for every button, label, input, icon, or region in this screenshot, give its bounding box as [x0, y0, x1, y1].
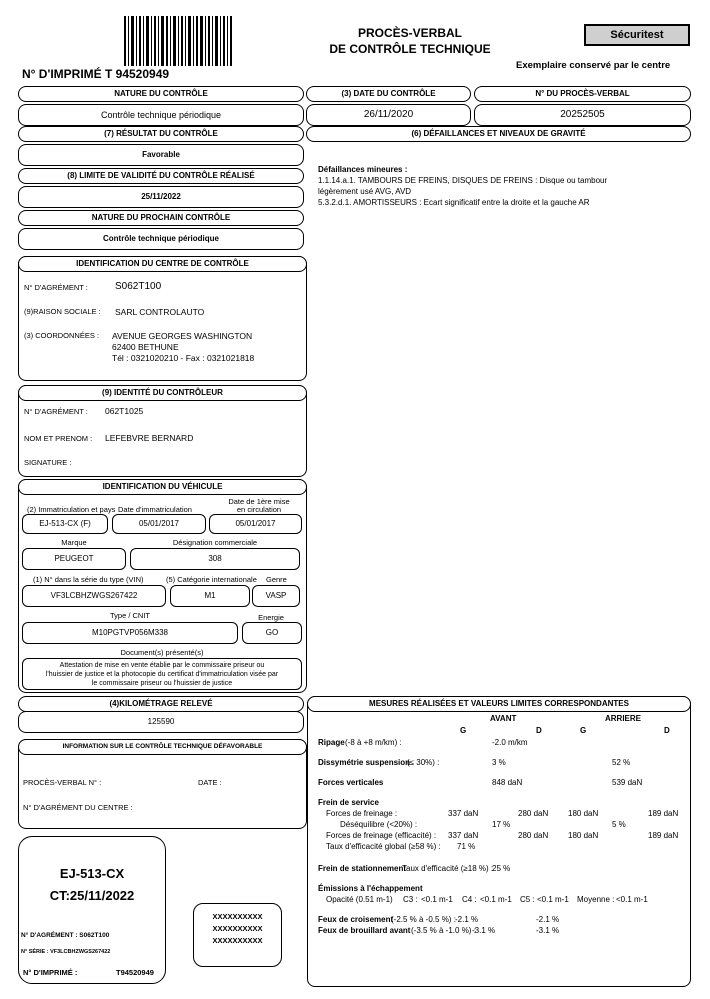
energie-label: Energie	[258, 613, 284, 622]
ffe-arriere-g: 180 daN	[568, 831, 599, 840]
unfavorable-date-label: DATE :	[198, 778, 222, 787]
controller-signature-label: SIGNATURE :	[24, 458, 72, 467]
controller-header: (9) IDENTITÉ DU CONTRÔLEUR	[18, 385, 307, 401]
sticker-imprime-label: N° D'IMPRIMÉ :	[23, 968, 78, 977]
c4-label: C4 :	[462, 895, 477, 904]
marque-label: Marque	[61, 538, 87, 547]
unfavorable-header: INFORMATION SUR LE CONTRÔLE TECHNIQUE DÉFAVORABLE	[18, 739, 307, 755]
validity-header: (8) LIMITE DE VALIDITÉ DU CONTRÔLE RÉALISÉ	[18, 168, 304, 184]
vin-label: (1) N° dans la série du type (VIN)	[33, 575, 144, 584]
brouillard-limit: (-3.5 % à -1.0 %) :	[411, 926, 476, 935]
brouillard-g: -3.1 %	[472, 926, 496, 935]
result-header: (7) RÉSULTAT DU CONTRÔLE	[18, 126, 304, 142]
centre-address-1: AVENUE GEORGES WASHINGTON	[112, 331, 253, 341]
ripage-limit: (-8 à +8 m/km) :	[345, 738, 402, 747]
date-immat-value: 05/01/2017	[112, 514, 206, 534]
brouillard-d: -3.1 %	[536, 926, 560, 935]
centre-agrement-value: S062T100	[115, 281, 162, 292]
deseq-arriere: 5 %	[612, 820, 626, 829]
stamp-line-1: XXXXXXXXXX	[212, 912, 263, 921]
stamp-line-3: XXXXXXXXXX	[212, 936, 263, 945]
validity-value: 25/11/2022	[18, 186, 304, 208]
dissym-arriere: 52 %	[612, 758, 631, 767]
title-line2: DE CONTRÔLE TECHNIQUE	[329, 42, 491, 56]
docs-line-1: Attestation de mise en vente établie par le commissaire priseur ou	[59, 662, 265, 669]
immat-label: (2) Immatriculation et pays	[27, 505, 116, 514]
controller-agrement-label: N° D'AGRÉMENT :	[24, 407, 88, 416]
nature-value: Contrôle technique périodique	[18, 104, 304, 126]
genre-label: Genre	[266, 575, 287, 584]
measures-header: MESURES RÉALISÉES ET VALEURS LIMITES CORRESPONDANTES	[307, 696, 691, 712]
docs-label: Document(s) présenté(s)	[120, 648, 204, 657]
g-avant-header: G	[460, 726, 467, 735]
ffe-label: Forces de freinage (efficacité) :	[326, 831, 437, 840]
vehicle-header: IDENTIFICATION DU VÉHICULE	[18, 479, 307, 495]
ffe-avant-d: 280 daN	[518, 831, 549, 840]
frein-service-label: Frein de service	[318, 798, 379, 807]
first-circ-label-2: en circulation	[236, 505, 282, 514]
next-control-header: NATURE DU PROCHAIN CONTRÔLE	[18, 210, 304, 226]
controller-name-value: LEFEBVRE BERNARD	[105, 433, 194, 443]
c3-label: C3 :	[403, 895, 418, 904]
type-value: M10PGTVP056M338	[22, 622, 238, 644]
categorie-value: M1	[170, 585, 250, 607]
forces-arriere: 539 daN	[612, 778, 643, 787]
d-arriere-header: D	[664, 726, 670, 735]
barcode	[124, 16, 232, 66]
type-label: Type / CNIT	[109, 611, 150, 620]
mileage-header: (4)KILOMÉTRAGE RELEVÉ	[18, 696, 304, 712]
ff-label: Forces de freinage :	[326, 809, 398, 818]
energie-value: GO	[242, 622, 302, 644]
centre-coord-label: (3) COORDONNÉES :	[24, 331, 100, 340]
genre-value: VASP	[252, 585, 300, 607]
next-control-value: Contrôle technique périodique	[18, 228, 304, 250]
g-arriere-header: G	[580, 726, 587, 735]
marque-value: PEUGEOT	[22, 548, 126, 570]
defect-line-1: 1.1.14.a.1. TAMBOURS DE FREINS, DISQUES DE FREINS : Disque ou tambour	[318, 176, 608, 185]
nature-header: NATURE DU CONTRÔLE	[18, 86, 304, 102]
arriere-header: ARRIERE	[605, 714, 642, 723]
forces-avant: 848 daN	[492, 778, 523, 787]
croisement-d: -2.1 %	[536, 915, 560, 924]
c4-value: <0.1 m-1	[480, 895, 512, 904]
dissym-limit: (≤ 30%) :	[407, 758, 440, 767]
title-line1: PROCÈS-VERBAL	[357, 26, 462, 40]
mileage-value: 125590	[18, 711, 304, 733]
sticker	[18, 836, 166, 984]
controller-agrement-value: 062T1025	[105, 406, 144, 416]
ff-arriere-g: 180 daN	[568, 809, 599, 818]
defects-header: (6) DÉFAILLANCES ET NIVEAUX DE GRAVITÉ	[306, 126, 691, 142]
vin-value: VF3LCBHZWGS267422	[22, 585, 166, 607]
docs-line-2: l'huissier de justice et la photocopie du certificat d'immatriculation visée par	[45, 671, 279, 678]
result-value: Favorable	[18, 144, 304, 166]
sticker-imprime-value: T94520949	[116, 968, 154, 977]
ffe-avant-g: 337 daN	[448, 831, 479, 840]
defect-line-3: 5.3.2.d.1. AMORTISSEURS : Ecart significatif entre la droite et la gauche AR	[318, 198, 590, 207]
ff-arriere-d: 189 daN	[648, 809, 679, 818]
croisement-label: Feux de croisement	[318, 915, 394, 924]
centre-phone: Tél : 0321020210 - Fax : 0321021818	[112, 353, 255, 363]
categorie-label: (5) Catégorie internationale	[166, 575, 257, 584]
pv-header: N° DU PROCÈS-VERBAL	[474, 86, 691, 102]
c5-label: C5 :	[520, 895, 535, 904]
taux-value: 71 %	[457, 842, 476, 851]
stationnement-label: Frein de stationnement	[318, 864, 407, 873]
date-value: 26/11/2020	[306, 104, 471, 126]
ripage-value: -2.0 m/km	[492, 738, 528, 747]
d-avant-header: D	[536, 726, 542, 735]
centre-raison-label: (9)RAISON SOCIALE :	[24, 307, 101, 316]
avant-header: AVANT	[490, 714, 517, 723]
c3-value: <0.1 m-1	[421, 895, 453, 904]
designation-value: 308	[130, 548, 300, 570]
c5-value: <0.1 m-1	[537, 895, 569, 904]
ff-avant-g: 337 daN	[448, 809, 479, 818]
defects-heading: Défaillances mineures :	[318, 165, 408, 174]
croisement-limit: (-2.5 % à -0.5 %) :	[391, 915, 456, 924]
taux-label: Taux d'efficacité global (≥58 %) :	[326, 842, 441, 851]
stationnement-limit: Taux d'efficacité (≥18 %) :	[402, 864, 494, 873]
first-circ-value: 05/01/2017	[209, 514, 302, 534]
centre-address-2: 62400 BETHUNE	[112, 342, 179, 352]
designation-label: Désignation commerciale	[172, 538, 258, 547]
emissions-label: Émissions à l'échappement	[318, 884, 423, 893]
centre-header: IDENTIFICATION DU CENTRE DE CONTRÔLE	[18, 256, 307, 272]
stationnement-value: 25 %	[492, 864, 511, 873]
moyenne-value: <0.1 m-1	[616, 895, 648, 904]
copy-note: Exemplaire conservé par le centre	[516, 60, 671, 71]
opacite-label: Opacité (0.51 m-1)	[326, 895, 393, 904]
controller-name-label: NOM ET PRENOM :	[24, 434, 93, 443]
defect-line-2: légèrement usé AVG, AVD	[318, 187, 412, 196]
date-header: (3) DATE DU CONTRÔLE	[306, 86, 471, 102]
forces-label: Forces verticales	[318, 778, 384, 787]
docs-line-3: le commissaire priseur ou l'huissier de justice	[91, 680, 233, 687]
deseq-avant: 17 %	[492, 820, 511, 829]
ripage-label: Ripage	[318, 738, 345, 747]
moyenne-label: Moyenne :	[577, 895, 615, 904]
croisement-g: -2.1 %	[455, 915, 479, 924]
ff-avant-d: 280 daN	[518, 809, 549, 818]
centre-agrement-label: N° D'AGRÉMENT :	[24, 283, 88, 292]
dissym-label: Dissymétrie suspension	[318, 758, 411, 767]
sticker-serie: N° SÉRIE : VF3LCBHZWGS267422	[21, 949, 111, 955]
deseq-label: Déséquilibre (<20%) :	[340, 820, 418, 829]
brouillard-label: Feux de brouillard avant	[318, 926, 411, 935]
sticker-plate: EJ-513-CX	[59, 866, 125, 881]
immat-value: EJ-513-CX (F)	[22, 514, 108, 534]
pv-value: 20252505	[474, 104, 691, 126]
sticker-ct: CT:25/11/2022	[49, 888, 135, 903]
network-badge: Sécuritest	[584, 24, 690, 46]
ffe-arriere-d: 189 daN	[648, 831, 679, 840]
unfavorable-centre-label: N° D'AGRÉMENT DU CENTRE :	[23, 803, 133, 812]
first-circ-label-1: Date de 1ère mise	[228, 497, 290, 506]
date-immat-label: Date d'immatriculation	[118, 505, 192, 514]
sticker-agrement: N° D'AGRÉMENT : S062T100	[21, 932, 110, 939]
dissym-avant: 3 %	[492, 758, 506, 767]
unfavorable-pv-label: PROCÈS-VERBAL N° :	[23, 778, 102, 787]
centre-raison-value: SARL CONTROLAUTO	[115, 307, 205, 317]
stamp-line-2: XXXXXXXXXX	[212, 924, 263, 933]
printed-number: N° D'IMPRIMÉ T 94520949	[22, 67, 170, 81]
